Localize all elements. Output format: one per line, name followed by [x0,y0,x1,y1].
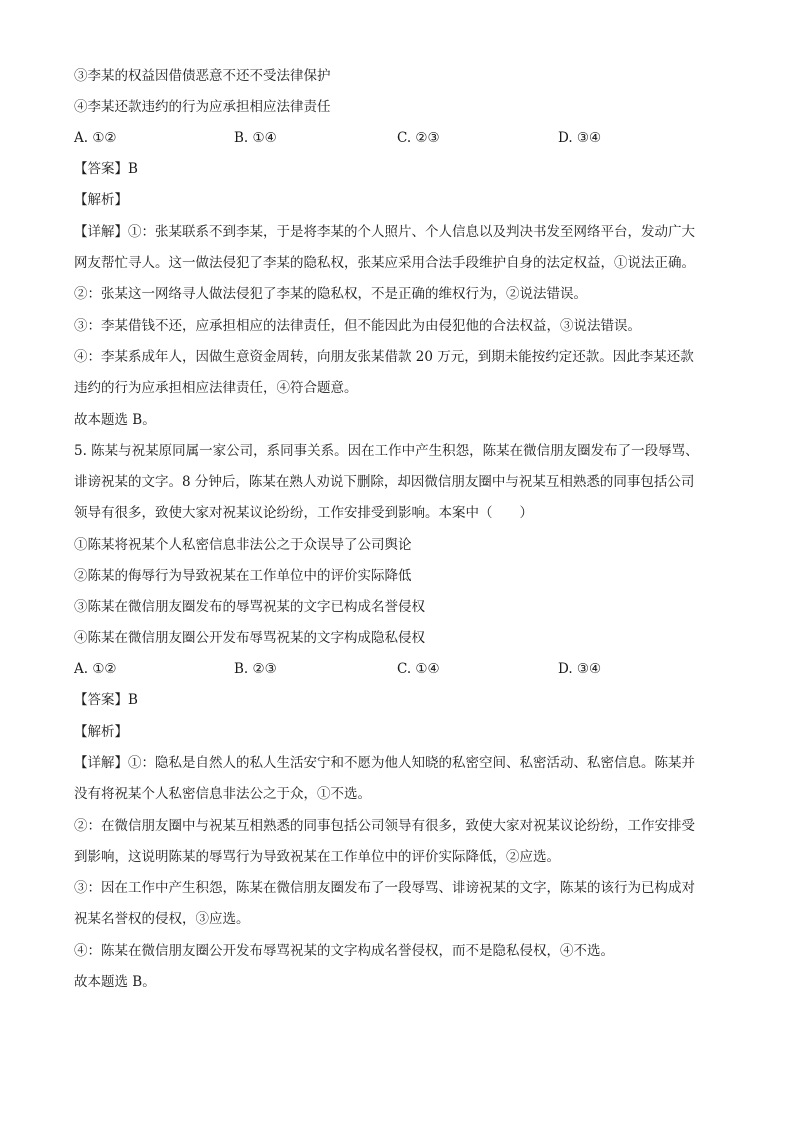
q4-detail-line: 违约的行为应承担相应法律责任，④符合题意。 [74,380,358,396]
q4-analysis-label: 【解析】 [74,192,128,208]
q5-detail-line: 到影响，这说明陈某的辱骂行为导致祝某在工作单位中的评价实际降低，②应选。 [74,849,560,865]
q4-options [74,128,714,148]
q5-answer: 【答案】B [74,692,138,708]
q5-item-4: ④陈某在微信朋友圈公开发布辱骂祝某的文字构成隐私侵权 [74,630,425,646]
q5-detail-line: ④：陈某在微信朋友圈公开发布辱骂祝某的文字构成名誉侵权，而不是隐私侵权，④不选。 [74,943,614,959]
q5-option-b: B. ②③ [234,661,277,677]
q5-detail-line: 【详解】①：隐私是自然人的私人生活安宁和不愿为他人知晓的私密空间、私密活动、私密信息。陈某并 [74,755,695,771]
q5-item-1: ①陈某将祝某个人私密信息非法公之于众误导了公司舆论 [74,537,412,553]
q5-option-d: D. ③④ [558,661,602,677]
q4-option-a: A. ①② [74,130,117,146]
q4-item-3: ③李某的权益因借债恶意不还不受法律保护 [74,68,331,84]
q5-detail-line: 没有将祝某个人私密信息非法公之于众，①不选。 [74,786,371,802]
q5-item-3: ③陈某在微信朋友圈发布的辱骂祝某的文字已构成名誉侵权 [74,599,425,615]
q5-detail-line: ②：在微信朋友圈中与祝某互相熟悉的同事包括公司领导有很多，致使大家对祝某议论纷纷，工作安排受 [74,818,695,834]
q4-option-c: C. ②③ [397,130,440,146]
q4-detail-line: ②：张某这一网络寻人做法侵犯了李某的隐私权，不是正确的维权行为，②说法错误。 [74,286,587,302]
q5-detail-line: ③：因在工作中产生积怨，陈某在微信朋友圈发布了一段辱骂、诽谤祝某的文字，陈某的该行为已构成对 [74,880,695,896]
q5-conclusion: 故本题选 B。 [74,974,156,990]
q4-answer: 【答案】B [74,161,138,177]
q5-option-c: C. ①④ [397,661,440,677]
q5-item-2: ②陈某的侮辱行为导致祝某在工作单位中的评价实际降低 [74,568,412,584]
q4-option-b: B. ①④ [234,130,277,146]
q4-detail-line: ④：李某系成年人，因做生意资金周转，向朋友张某借款 20 万元，到期未能按约定还款。因此李某还款 [74,349,694,365]
q5-stem-line: 5. 陈某与祝某原同属一家公司，系同事关系。因在工作中产生积怨，陈某在微信朋友圈发布了一段辱骂、 [74,443,699,459]
q4-detail-line: ③：李某借钱不还，应承担相应的法律责任，但不能因此为由侵犯他的合法权益，③说法错误。 [74,318,641,334]
q5-stem-line: 领导有很多，致使大家对祝某议论纷纷，工作安排受到影响。本案中（ ） [74,505,533,521]
q4-item-4: ④李某还款违约的行为应承担相应法律责任 [74,99,331,115]
q5-detail-line: 祝某名誉权的侵权，③应选。 [74,911,250,927]
q5-options [74,659,714,679]
q4-conclusion: 故本题选 B。 [74,412,156,428]
q5-stem-line: 诽谤祝某的文字。8 分钟后，陈某在熟人劝说下删除，却因微信朋友圈中与祝某互相熟悉的同事包括公司 [74,474,695,490]
q5-option-a: A. ①② [74,661,117,677]
q4-option-d: D. ③④ [558,130,602,146]
q4-detail-line: 网友帮忙寻人。这一做法侵犯了李某的隐私权，张某应采用合法手段维护自身的法定权益，①说法正确。 [74,255,695,271]
q4-detail-line: 【详解】①：张某联系不到李某，于是将李某的个人照片、个人信息以及判决书发至网络平台，发动广大 [74,224,695,240]
q5-analysis-label: 【解析】 [74,724,128,740]
